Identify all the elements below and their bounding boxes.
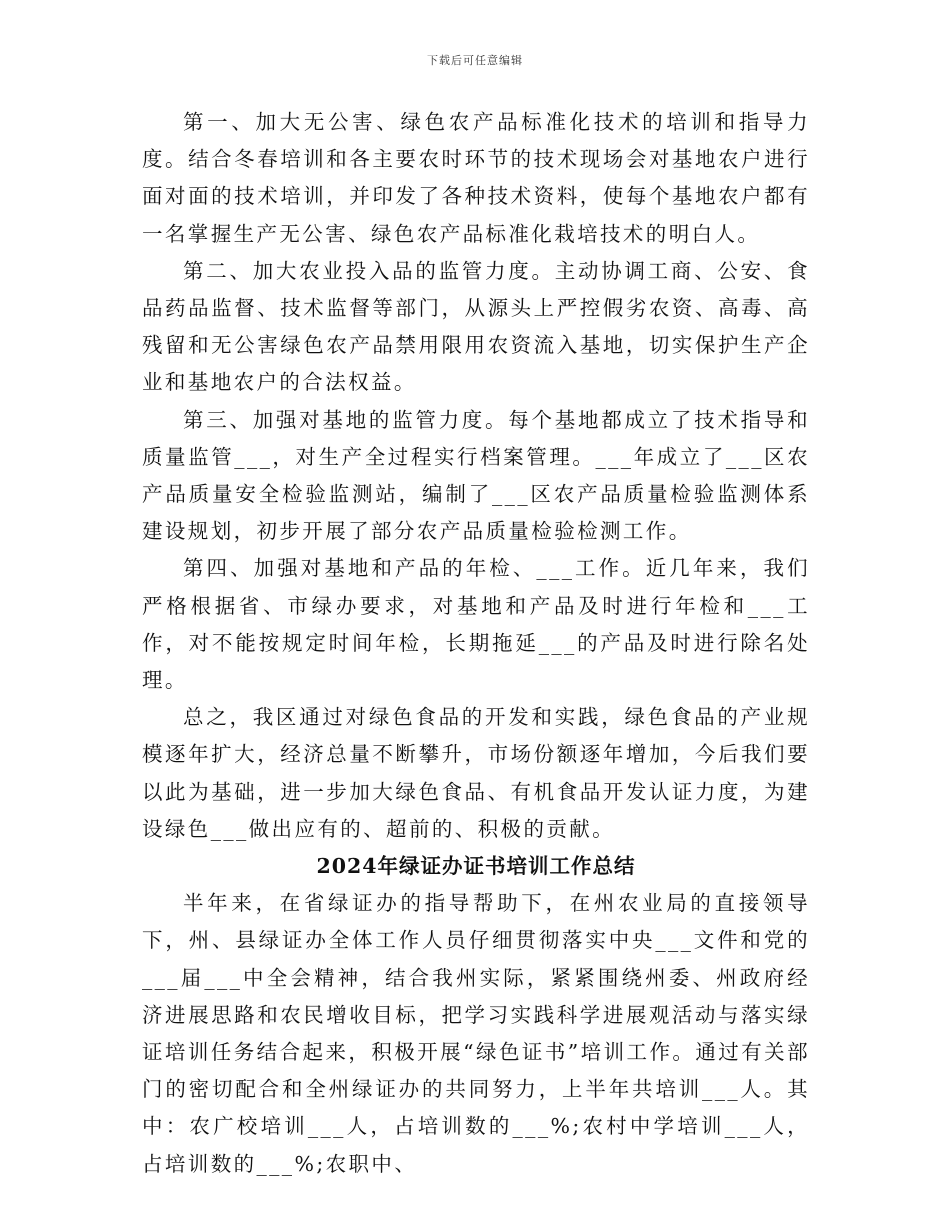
section-title: 2024年绿证办证书培训工作总结 <box>316 854 636 879</box>
paragraph-first-measure: 第一、加大无公害、绿色农产品标准化技术的培训和指导力度。结合冬春培训和各主要农时环节的技术现场会对基地农户进行面对面的技术培训，并印发了各种技术资料，使每个基地农户都有一名掌握生产无公害、绿色农产品标准化栽培技术的明白人。 <box>142 110 810 246</box>
page-header: 下载后可任意编辑 <box>427 54 523 67</box>
paragraph-conclusion: 总之，我区通过对绿色食品的开发和实践，绿色食品的产业规模逐年扩大，经济总量不断攀升，市场份额逐年增加，今后我们要以此为基础，进一步加大绿色食品、有机食品开发认证力度，为建设绿色___做出应有的、超前的、积极的贡献。 <box>142 705 810 841</box>
paragraph-second-measure: 第二、加大农业投入品的监管力度。主动协调工商、公安、食品药品监督、技术监督等部门，从源头上严控假劣农资、高毒、高残留和无公害绿色农产品禁用限用农资流入基地，切实保护生产企业和基地农户的合法权益。 <box>142 258 810 395</box>
paragraph-fourth-measure: 第四、加强对基地和产品的年检、___工作。近几年来，我们严格根据省、市绿办要求，对基地和产品及时进行年检和___工作，对不能按规定时间年检，长期拖延___的产品及时进行除名处理。 <box>142 556 810 693</box>
paragraph-training-summary: 半年来，在省绿证办的指导帮助下，在州农业局的直接领导下，州、县绿证办全体工作人员仔细贯彻落实中央___文件和党的___届___中全会精神，结合我州实际，紧紧围绕州委、州政府经济进展思路和农民增收目标，把学习实践科学进展观活动与落实绿证培训任务结合起来，积极开展“绿色证书”培训工作。通过有关部门的密切配合和全州绿证办的共同努力，上半年共培训___人。其中：农广校培训___人，占培训数的___%;农村中学培训___人，占培训数的___%;农职中、 <box>142 891 810 1176</box>
document-body <box>142 104 810 1183</box>
paragraph-third-measure: 第三、加强对基地的监管力度。每个基地都成立了技术指导和质量监管___，对生产全过程实行档案管理。___年成立了___区农产品质量安全检验监测站，编制了___区农产品质量检验监测体系建设规划，初步开展了部分农产品质量检验检测工作。 <box>142 407 810 544</box>
